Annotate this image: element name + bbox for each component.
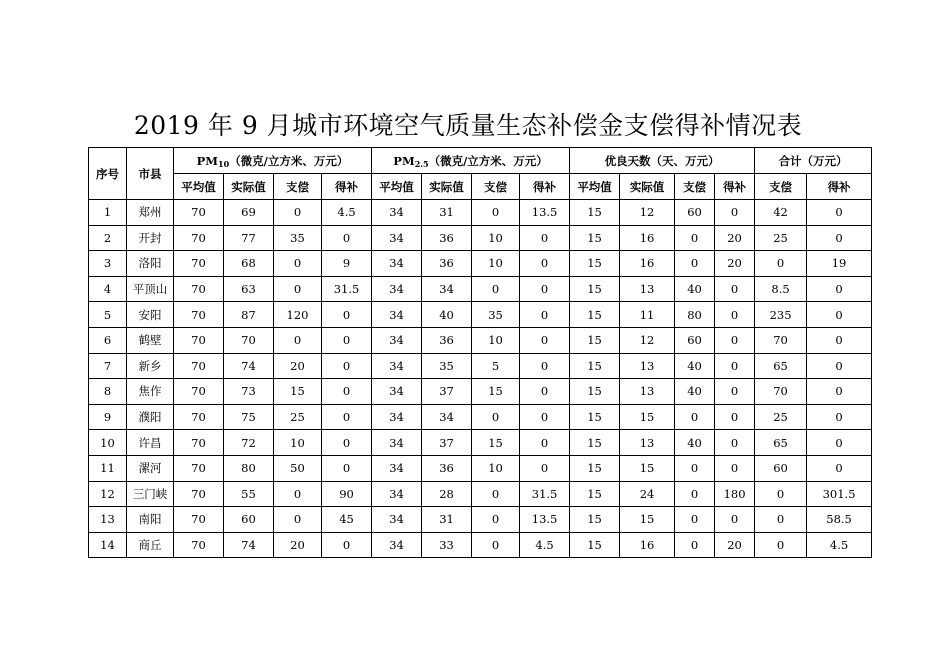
cell-city: 南阳 bbox=[127, 507, 174, 533]
cell-pm25-avg: 34 bbox=[372, 379, 422, 405]
cell-pm25-pay: 0 bbox=[472, 200, 520, 226]
table-row bbox=[89, 200, 872, 226]
cell-city: 安阳 bbox=[127, 302, 174, 328]
cell-pm25-actual: 31 bbox=[422, 200, 472, 226]
cell-pm10-pay: 0 bbox=[274, 481, 322, 507]
header-pm25-sub: 2.5 bbox=[414, 158, 429, 169]
cell-pm10-avg: 70 bbox=[174, 276, 224, 302]
cell-good-gain: 0 bbox=[715, 404, 755, 430]
cell-total-gain: 0 bbox=[807, 327, 872, 353]
cell-pm10-avg: 70 bbox=[174, 225, 224, 251]
cell-seq: 14 bbox=[89, 532, 127, 558]
cell-good-avg: 15 bbox=[570, 327, 620, 353]
cell-total-pay: 60 bbox=[755, 455, 807, 481]
cell-pm10-actual: 68 bbox=[224, 251, 274, 277]
cell-pm25-actual: 37 bbox=[422, 430, 472, 456]
cell-good-avg: 15 bbox=[570, 302, 620, 328]
cell-good-avg: 15 bbox=[570, 353, 620, 379]
cell-total-pay: 70 bbox=[755, 379, 807, 405]
cell-pm25-pay: 0 bbox=[472, 276, 520, 302]
cell-city: 三门峡 bbox=[127, 481, 174, 507]
cell-good-avg: 15 bbox=[570, 532, 620, 558]
cell-seq: 9 bbox=[89, 404, 127, 430]
cell-good-gain: 20 bbox=[715, 532, 755, 558]
cell-pm10-gain: 31.5 bbox=[322, 276, 372, 302]
table-row bbox=[89, 251, 872, 277]
cell-pm10-actual: 63 bbox=[224, 276, 274, 302]
header-pm10-gain: 得补 bbox=[322, 174, 372, 200]
cell-good-gain: 0 bbox=[715, 507, 755, 533]
cell-pm10-actual: 72 bbox=[224, 430, 274, 456]
cell-pm25-actual: 36 bbox=[422, 455, 472, 481]
cell-total-gain: 0 bbox=[807, 200, 872, 226]
table-row bbox=[89, 481, 872, 507]
cell-pm25-avg: 34 bbox=[372, 302, 422, 328]
cell-good-avg: 15 bbox=[570, 455, 620, 481]
cell-city: 漯河 bbox=[127, 455, 174, 481]
cell-good-actual: 15 bbox=[620, 507, 675, 533]
cell-pm10-gain: 4.5 bbox=[322, 200, 372, 226]
cell-city: 濮阳 bbox=[127, 404, 174, 430]
cell-pm10-actual: 77 bbox=[224, 225, 274, 251]
cell-pm10-avg: 70 bbox=[174, 507, 224, 533]
cell-good-avg: 15 bbox=[570, 507, 620, 533]
cell-total-gain: 0 bbox=[807, 404, 872, 430]
table-row bbox=[89, 379, 872, 405]
cell-total-gain: 19 bbox=[807, 251, 872, 277]
cell-total-gain: 0 bbox=[807, 225, 872, 251]
header-pm25-gain: 得补 bbox=[520, 174, 570, 200]
cell-good-gain: 0 bbox=[715, 276, 755, 302]
cell-pm25-avg: 34 bbox=[372, 225, 422, 251]
cell-pm10-avg: 70 bbox=[174, 327, 224, 353]
cell-pm10-gain: 0 bbox=[322, 455, 372, 481]
cell-good-avg: 15 bbox=[570, 404, 620, 430]
table-row bbox=[89, 327, 872, 353]
cell-pm25-gain: 0 bbox=[520, 276, 570, 302]
cell-good-pay: 60 bbox=[675, 327, 715, 353]
cell-pm10-actual: 70 bbox=[224, 327, 274, 353]
cell-total-gain: 0 bbox=[807, 302, 872, 328]
cell-pm25-pay: 0 bbox=[472, 404, 520, 430]
cell-pm10-pay: 20 bbox=[274, 353, 322, 379]
cell-total-gain: 0 bbox=[807, 276, 872, 302]
table-row bbox=[89, 353, 872, 379]
cell-good-pay: 0 bbox=[675, 404, 715, 430]
cell-seq: 10 bbox=[89, 430, 127, 456]
table-row bbox=[89, 404, 872, 430]
cell-seq: 5 bbox=[89, 302, 127, 328]
cell-city: 洛阳 bbox=[127, 251, 174, 277]
cell-pm10-pay: 35 bbox=[274, 225, 322, 251]
cell-pm25-gain: 0 bbox=[520, 430, 570, 456]
cell-total-pay: 42 bbox=[755, 200, 807, 226]
cell-good-actual: 24 bbox=[620, 481, 675, 507]
cell-pm25-actual: 36 bbox=[422, 251, 472, 277]
header-pm10-actual: 实际值 bbox=[224, 174, 274, 200]
cell-pm25-avg: 34 bbox=[372, 481, 422, 507]
cell-good-gain: 0 bbox=[715, 353, 755, 379]
cell-pm25-actual: 31 bbox=[422, 507, 472, 533]
cell-pm10-pay: 0 bbox=[274, 327, 322, 353]
cell-good-gain: 0 bbox=[715, 430, 755, 456]
cell-total-pay: 0 bbox=[755, 507, 807, 533]
cell-good-pay: 0 bbox=[675, 251, 715, 277]
cell-good-actual: 13 bbox=[620, 353, 675, 379]
cell-seq: 3 bbox=[89, 251, 127, 277]
cell-good-pay: 0 bbox=[675, 225, 715, 251]
cell-pm25-actual: 33 bbox=[422, 532, 472, 558]
table-row bbox=[89, 302, 872, 328]
table-row bbox=[89, 507, 872, 533]
cell-pm10-gain: 9 bbox=[322, 251, 372, 277]
cell-pm25-avg: 34 bbox=[372, 251, 422, 277]
cell-good-pay: 80 bbox=[675, 302, 715, 328]
header-pm10-avg: 平均值 bbox=[174, 174, 224, 200]
cell-good-actual: 16 bbox=[620, 225, 675, 251]
cell-pm10-actual: 69 bbox=[224, 200, 274, 226]
cell-good-gain: 0 bbox=[715, 302, 755, 328]
cell-pm10-pay: 10 bbox=[274, 430, 322, 456]
cell-good-pay: 40 bbox=[675, 430, 715, 456]
cell-pm10-actual: 75 bbox=[224, 404, 274, 430]
cell-total-pay: 65 bbox=[755, 353, 807, 379]
document-title: 2019 年 9 月城市环境空气质量生态补偿金支偿得补情况表 bbox=[133, 111, 803, 140]
cell-total-pay: 25 bbox=[755, 225, 807, 251]
header-good-pay: 支偿 bbox=[675, 174, 715, 200]
cell-good-gain: 20 bbox=[715, 225, 755, 251]
cell-pm25-pay: 15 bbox=[472, 430, 520, 456]
cell-pm10-avg: 70 bbox=[174, 251, 224, 277]
cell-pm10-avg: 70 bbox=[174, 200, 224, 226]
cell-good-avg: 15 bbox=[570, 430, 620, 456]
cell-pm10-pay: 25 bbox=[274, 404, 322, 430]
cell-good-avg: 15 bbox=[570, 379, 620, 405]
cell-pm25-avg: 34 bbox=[372, 353, 422, 379]
cell-city: 许昌 bbox=[127, 430, 174, 456]
cell-good-actual: 15 bbox=[620, 404, 675, 430]
cell-pm25-pay: 10 bbox=[472, 225, 520, 251]
header-city: 市县 bbox=[127, 148, 174, 200]
table-row bbox=[89, 430, 872, 456]
cell-pm25-gain: 13.5 bbox=[520, 200, 570, 226]
cell-pm10-actual: 55 bbox=[224, 481, 274, 507]
cell-good-avg: 15 bbox=[570, 225, 620, 251]
header-good-avg: 平均值 bbox=[570, 174, 620, 200]
header-pm25-unit: （微克/立方米、万元） bbox=[428, 153, 548, 168]
cell-total-pay: 0 bbox=[755, 532, 807, 558]
cell-pm25-avg: 34 bbox=[372, 430, 422, 456]
cell-total-gain: 0 bbox=[807, 353, 872, 379]
header-total-pay: 支偿 bbox=[755, 174, 807, 200]
cell-pm10-gain: 0 bbox=[322, 302, 372, 328]
cell-good-pay: 0 bbox=[675, 455, 715, 481]
header-pm10-prefix: PM bbox=[196, 153, 219, 168]
cell-good-gain: 0 bbox=[715, 455, 755, 481]
cell-pm10-gain: 0 bbox=[322, 379, 372, 405]
header-good-actual: 实际值 bbox=[620, 174, 675, 200]
cell-pm25-pay: 10 bbox=[472, 327, 520, 353]
header-pm25-actual: 实际值 bbox=[422, 174, 472, 200]
header-pm25-prefix: PM bbox=[393, 153, 415, 168]
cell-good-actual: 11 bbox=[620, 302, 675, 328]
cell-pm10-avg: 70 bbox=[174, 379, 224, 405]
cell-pm10-actual: 60 bbox=[224, 507, 274, 533]
cell-total-pay: 0 bbox=[755, 251, 807, 277]
header-seq: 序号 bbox=[89, 148, 127, 200]
cell-good-pay: 40 bbox=[675, 353, 715, 379]
cell-pm25-gain: 31.5 bbox=[520, 481, 570, 507]
cell-pm10-pay: 20 bbox=[274, 532, 322, 558]
cell-seq: 12 bbox=[89, 481, 127, 507]
cell-pm10-gain: 45 bbox=[322, 507, 372, 533]
cell-total-pay: 70 bbox=[755, 327, 807, 353]
cell-pm10-pay: 0 bbox=[274, 200, 322, 226]
cell-pm10-avg: 70 bbox=[174, 353, 224, 379]
cell-good-avg: 15 bbox=[570, 200, 620, 226]
cell-good-pay: 0 bbox=[675, 532, 715, 558]
cell-seq: 11 bbox=[89, 455, 127, 481]
cell-pm10-avg: 70 bbox=[174, 404, 224, 430]
cell-pm10-gain: 0 bbox=[322, 225, 372, 251]
header-pm25-avg: 平均值 bbox=[372, 174, 422, 200]
cell-good-gain: 0 bbox=[715, 379, 755, 405]
cell-good-actual: 16 bbox=[620, 532, 675, 558]
cell-pm25-gain: 0 bbox=[520, 251, 570, 277]
cell-seq: 1 bbox=[89, 200, 127, 226]
cell-pm25-avg: 34 bbox=[372, 327, 422, 353]
cell-pm25-pay: 0 bbox=[472, 532, 520, 558]
cell-good-actual: 16 bbox=[620, 251, 675, 277]
compensation-table bbox=[88, 147, 872, 558]
cell-total-pay: 235 bbox=[755, 302, 807, 328]
header-pm25-pay: 支偿 bbox=[472, 174, 520, 200]
cell-good-pay: 40 bbox=[675, 379, 715, 405]
cell-pm10-gain: 0 bbox=[322, 404, 372, 430]
header-pm10-unit: （微克/立方米、万元） bbox=[229, 153, 349, 168]
cell-pm25-gain: 0 bbox=[520, 404, 570, 430]
cell-pm10-pay: 120 bbox=[274, 302, 322, 328]
cell-seq: 6 bbox=[89, 327, 127, 353]
cell-pm25-pay: 0 bbox=[472, 481, 520, 507]
cell-total-gain: 4.5 bbox=[807, 532, 872, 558]
cell-pm10-avg: 70 bbox=[174, 430, 224, 456]
cell-pm25-gain: 0 bbox=[520, 455, 570, 481]
cell-good-avg: 15 bbox=[570, 276, 620, 302]
cell-pm25-gain: 0 bbox=[520, 225, 570, 251]
cell-good-actual: 12 bbox=[620, 327, 675, 353]
cell-pm25-gain: 4.5 bbox=[520, 532, 570, 558]
cell-seq: 7 bbox=[89, 353, 127, 379]
cell-pm25-pay: 10 bbox=[472, 455, 520, 481]
table-header bbox=[89, 148, 872, 200]
cell-pm25-pay: 35 bbox=[472, 302, 520, 328]
cell-pm10-actual: 87 bbox=[224, 302, 274, 328]
cell-seq: 13 bbox=[89, 507, 127, 533]
header-total: 合计（万元） bbox=[755, 148, 872, 174]
cell-total-pay: 65 bbox=[755, 430, 807, 456]
cell-total-gain: 301.5 bbox=[807, 481, 872, 507]
cell-good-pay: 60 bbox=[675, 200, 715, 226]
header-pm25 bbox=[372, 148, 570, 174]
cell-seq: 8 bbox=[89, 379, 127, 405]
cell-pm10-avg: 70 bbox=[174, 481, 224, 507]
cell-pm25-pay: 5 bbox=[472, 353, 520, 379]
cell-good-actual: 15 bbox=[620, 455, 675, 481]
cell-total-gain: 58.5 bbox=[807, 507, 872, 533]
header-pm10-sub: 10 bbox=[218, 158, 230, 169]
cell-pm10-avg: 70 bbox=[174, 532, 224, 558]
cell-pm10-pay: 0 bbox=[274, 276, 322, 302]
cell-city: 开封 bbox=[127, 225, 174, 251]
cell-city: 鹤壁 bbox=[127, 327, 174, 353]
cell-good-actual: 13 bbox=[620, 379, 675, 405]
cell-pm25-avg: 34 bbox=[372, 276, 422, 302]
cell-good-gain: 0 bbox=[715, 327, 755, 353]
cell-seq: 4 bbox=[89, 276, 127, 302]
cell-pm10-avg: 70 bbox=[174, 302, 224, 328]
cell-good-gain: 180 bbox=[715, 481, 755, 507]
cell-pm25-avg: 34 bbox=[372, 200, 422, 226]
cell-pm25-pay: 0 bbox=[472, 507, 520, 533]
header-total-gain: 得补 bbox=[807, 174, 872, 200]
cell-pm10-actual: 74 bbox=[224, 532, 274, 558]
cell-good-avg: 15 bbox=[570, 481, 620, 507]
cell-pm25-avg: 34 bbox=[372, 507, 422, 533]
cell-good-actual: 13 bbox=[620, 430, 675, 456]
cell-pm10-gain: 0 bbox=[322, 353, 372, 379]
cell-pm25-avg: 34 bbox=[372, 404, 422, 430]
cell-good-gain: 20 bbox=[715, 251, 755, 277]
cell-total-gain: 0 bbox=[807, 455, 872, 481]
cell-pm25-gain: 0 bbox=[520, 379, 570, 405]
cell-total-gain: 0 bbox=[807, 379, 872, 405]
cell-seq: 2 bbox=[89, 225, 127, 251]
cell-pm10-gain: 90 bbox=[322, 481, 372, 507]
table-body bbox=[89, 200, 872, 558]
cell-pm25-actual: 34 bbox=[422, 404, 472, 430]
header-pm10 bbox=[174, 148, 372, 174]
cell-pm10-gain: 0 bbox=[322, 532, 372, 558]
cell-pm25-avg: 34 bbox=[372, 532, 422, 558]
cell-pm10-actual: 74 bbox=[224, 353, 274, 379]
cell-city: 平顶山 bbox=[127, 276, 174, 302]
cell-pm10-actual: 73 bbox=[224, 379, 274, 405]
table-row bbox=[89, 532, 872, 558]
cell-pm10-gain: 0 bbox=[322, 327, 372, 353]
cell-pm25-avg: 34 bbox=[372, 455, 422, 481]
table-row bbox=[89, 276, 872, 302]
cell-good-actual: 13 bbox=[620, 276, 675, 302]
cell-pm10-pay: 15 bbox=[274, 379, 322, 405]
cell-pm25-gain: 0 bbox=[520, 302, 570, 328]
cell-pm25-actual: 34 bbox=[422, 276, 472, 302]
cell-pm25-pay: 15 bbox=[472, 379, 520, 405]
cell-pm25-actual: 36 bbox=[422, 225, 472, 251]
cell-city: 郑州 bbox=[127, 200, 174, 226]
cell-pm10-pay: 0 bbox=[274, 251, 322, 277]
cell-pm25-actual: 37 bbox=[422, 379, 472, 405]
header-good-gain: 得补 bbox=[715, 174, 755, 200]
cell-city: 商丘 bbox=[127, 532, 174, 558]
cell-good-gain: 0 bbox=[715, 200, 755, 226]
cell-total-pay: 8.5 bbox=[755, 276, 807, 302]
cell-pm25-actual: 40 bbox=[422, 302, 472, 328]
cell-good-pay: 0 bbox=[675, 481, 715, 507]
cell-pm25-actual: 28 bbox=[422, 481, 472, 507]
table-row bbox=[89, 225, 872, 251]
cell-pm25-gain: 0 bbox=[520, 353, 570, 379]
cell-pm25-gain: 13.5 bbox=[520, 507, 570, 533]
cell-pm25-actual: 36 bbox=[422, 327, 472, 353]
cell-city: 新乡 bbox=[127, 353, 174, 379]
table-row bbox=[89, 455, 872, 481]
cell-pm10-avg: 70 bbox=[174, 455, 224, 481]
cell-good-pay: 0 bbox=[675, 507, 715, 533]
header-good-days: 优良天数（天、万元） bbox=[570, 148, 755, 174]
cell-pm25-gain: 0 bbox=[520, 327, 570, 353]
cell-good-pay: 40 bbox=[675, 276, 715, 302]
cell-good-avg: 15 bbox=[570, 251, 620, 277]
cell-pm10-pay: 50 bbox=[274, 455, 322, 481]
cell-total-pay: 25 bbox=[755, 404, 807, 430]
cell-pm10-actual: 80 bbox=[224, 455, 274, 481]
cell-pm25-pay: 10 bbox=[472, 251, 520, 277]
cell-pm25-actual: 35 bbox=[422, 353, 472, 379]
header-pm10-pay: 支偿 bbox=[274, 174, 322, 200]
cell-total-pay: 0 bbox=[755, 481, 807, 507]
cell-total-gain: 0 bbox=[807, 430, 872, 456]
cell-pm10-gain: 0 bbox=[322, 430, 372, 456]
cell-good-actual: 12 bbox=[620, 200, 675, 226]
cell-city: 焦作 bbox=[127, 379, 174, 405]
cell-pm10-pay: 0 bbox=[274, 507, 322, 533]
